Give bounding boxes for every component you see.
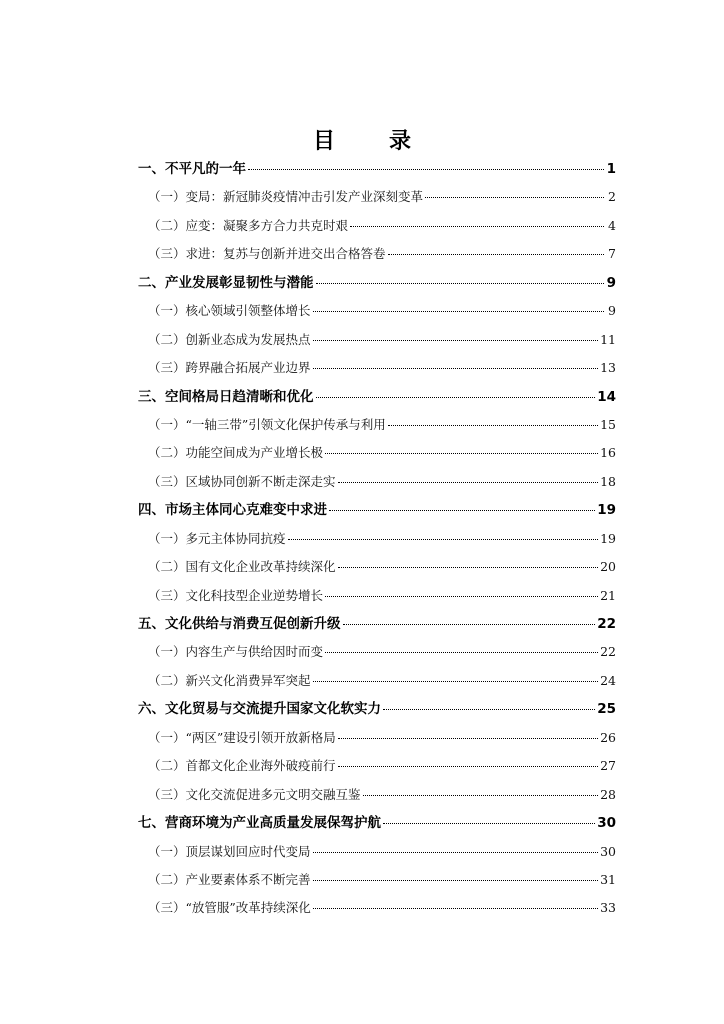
toc-entry-label: 一、不平凡的一年 (138, 161, 246, 177)
toc-page-number: 4 (608, 217, 616, 233)
toc-entry-label: （二）首都文化企业海外破疫前行 (148, 758, 336, 774)
toc-page-number: 22 (597, 616, 616, 632)
toc-entry-label: （一）多元主体协同抗疫 (148, 530, 286, 546)
dot-leader (350, 226, 604, 227)
toc-page-number: 18 (600, 473, 616, 489)
toc-page-number: 20 (600, 559, 616, 575)
dot-leader (425, 197, 604, 198)
toc-page-number: 27 (600, 758, 616, 774)
toc-page-number: 22 (600, 644, 616, 660)
toc-section-entry[interactable] (138, 439, 616, 467)
dot-leader (313, 852, 599, 853)
toc-page-number: 26 (600, 729, 616, 745)
toc-section-entry[interactable] (138, 781, 616, 809)
toc-section-entry[interactable] (138, 212, 616, 240)
toc-entry-label: （一）变局：新冠肺炎疫情冲击引发产业深刻变革 (148, 189, 424, 205)
toc-page-number: 19 (600, 530, 616, 546)
dot-leader (313, 908, 598, 909)
toc-section-entry[interactable] (138, 894, 616, 922)
dot-leader (313, 340, 599, 341)
toc-section-entry[interactable] (138, 240, 616, 268)
dot-leader (388, 254, 604, 255)
toc-entry-label: （三）求进：复苏与创新并进交出合格答卷 (148, 246, 386, 262)
toc-page-number: 16 (600, 445, 616, 461)
toc-section-entry[interactable] (138, 638, 616, 666)
toc-entry-label: 二、产业发展彰显韧性与潜能 (138, 274, 314, 291)
toc-section-entry[interactable] (138, 724, 616, 752)
dot-leader (383, 823, 595, 824)
toc-page-number: 21 (600, 587, 616, 603)
dot-leader (329, 510, 595, 511)
dot-leader (313, 681, 599, 682)
toc-chapter-entry[interactable] (138, 610, 616, 638)
dot-leader (383, 709, 595, 710)
toc-section-entry[interactable] (138, 553, 616, 581)
toc-entry-label: （三）跨界融合拓展产业边界 (148, 360, 311, 376)
dot-leader (338, 482, 599, 483)
toc-page-number: 14 (597, 388, 616, 405)
toc-entry-label: （二）新兴文化消费异军突起 (148, 672, 311, 688)
dot-leader (248, 169, 604, 170)
toc-entry-label: （三）文化科技型企业逆势增长 (148, 587, 324, 603)
toc-page-number: 31 (600, 871, 616, 887)
toc-entry-label: 四、市场主体同心克难变中求进 (138, 502, 327, 519)
toc-entry-label: 七、营商环境为产业高质量发展保驾护航 (138, 815, 381, 832)
toc-entry-label: （三）“放管服”改革持续深化 (148, 900, 311, 916)
toc-section-entry[interactable] (138, 838, 616, 866)
toc-title: 目 录 (312, 129, 427, 154)
toc-entry-label: （一）顶层谋划回应时代变局 (148, 843, 311, 859)
toc-page-number: 28 (600, 786, 616, 802)
toc-chapter-entry[interactable] (138, 383, 616, 411)
toc-section-entry[interactable] (138, 354, 616, 382)
dot-leader (316, 397, 596, 398)
toc-page-number: 13 (600, 360, 616, 376)
toc-entry-label: 三、空间格局日趋清晰和优化 (138, 388, 314, 405)
toc-chapter-entry[interactable] (138, 695, 616, 723)
toc-entry-label: （三）文化交流促进多元文明交融互鉴 (148, 786, 361, 802)
toc-entry-label: （一）内容生产与供给因时而变 (148, 644, 324, 660)
toc-page-number: 24 (600, 672, 616, 688)
toc-entry-label: 六、文化贸易与交流提升国家文化软实力 (138, 701, 381, 718)
toc-entry-label: （二）国有文化企业改革持续深化 (148, 559, 336, 575)
toc-page-number: 11 (600, 331, 616, 347)
dot-leader (325, 453, 598, 454)
toc-section-entry[interactable] (138, 582, 616, 610)
toc-entry-label: （二）创新业态成为发展热点 (148, 331, 311, 347)
toc-section-entry[interactable] (138, 866, 616, 894)
toc-page-number: 2 (608, 189, 616, 205)
dot-leader (363, 795, 599, 796)
dot-leader (338, 738, 598, 739)
dot-leader (288, 539, 599, 540)
dot-leader (325, 596, 598, 597)
dot-leader (313, 311, 604, 312)
dot-leader (338, 567, 599, 568)
toc-page-number: 1 (606, 161, 616, 177)
toc-chapter-entry[interactable] (138, 809, 616, 837)
toc-chapter-entry[interactable] (138, 269, 616, 297)
toc-section-entry[interactable] (138, 297, 616, 325)
toc-page-number: 25 (597, 701, 616, 718)
toc-page-number: 33 (600, 900, 616, 916)
toc-entry-label: （一）“两区”建设引领开放新格局 (148, 729, 336, 745)
dot-leader (313, 368, 599, 369)
toc-section-entry[interactable] (138, 326, 616, 354)
toc-page-number: 19 (597, 502, 616, 519)
toc-page-number: 9 (608, 303, 616, 319)
toc-entry-label: （三）区域协同创新不断走深走实 (148, 473, 336, 489)
toc-section-entry[interactable] (138, 752, 616, 780)
dot-leader (388, 425, 598, 426)
toc-section-entry[interactable] (138, 667, 616, 695)
toc-entry-label: （二）应变：凝聚多方合力共克时艰 (148, 217, 349, 233)
toc-chapter-entry[interactable] (138, 155, 616, 183)
toc-entry-label: （二）功能空间成为产业增长极 (148, 445, 324, 461)
toc-section-entry[interactable] (138, 183, 616, 211)
toc-section-entry[interactable] (138, 468, 616, 496)
dot-leader (338, 766, 599, 767)
toc-entry-label: （一）核心领域引领整体增长 (148, 303, 311, 319)
toc-section-entry[interactable] (138, 525, 616, 553)
toc-entry-label: （二）产业要素体系不断完善 (148, 871, 311, 887)
dot-leader (316, 283, 605, 284)
toc-page-number: 7 (608, 246, 616, 262)
dot-leader (313, 880, 599, 881)
toc-page-number: 15 (600, 416, 616, 432)
toc-section-entry[interactable] (138, 411, 616, 439)
toc-entry-label: 五、文化供给与消费互促创新升级 (138, 616, 341, 632)
table-of-contents (138, 155, 616, 923)
toc-page-number: 9 (606, 274, 616, 291)
toc-entry-label: （一）“一轴三带”引领文化保护传承与利用 (148, 416, 386, 432)
dot-leader (325, 652, 598, 653)
toc-chapter-entry[interactable] (138, 496, 616, 524)
toc-page-number: 30 (597, 815, 616, 832)
toc-page-number: 30 (600, 843, 616, 859)
dot-leader (343, 624, 596, 625)
